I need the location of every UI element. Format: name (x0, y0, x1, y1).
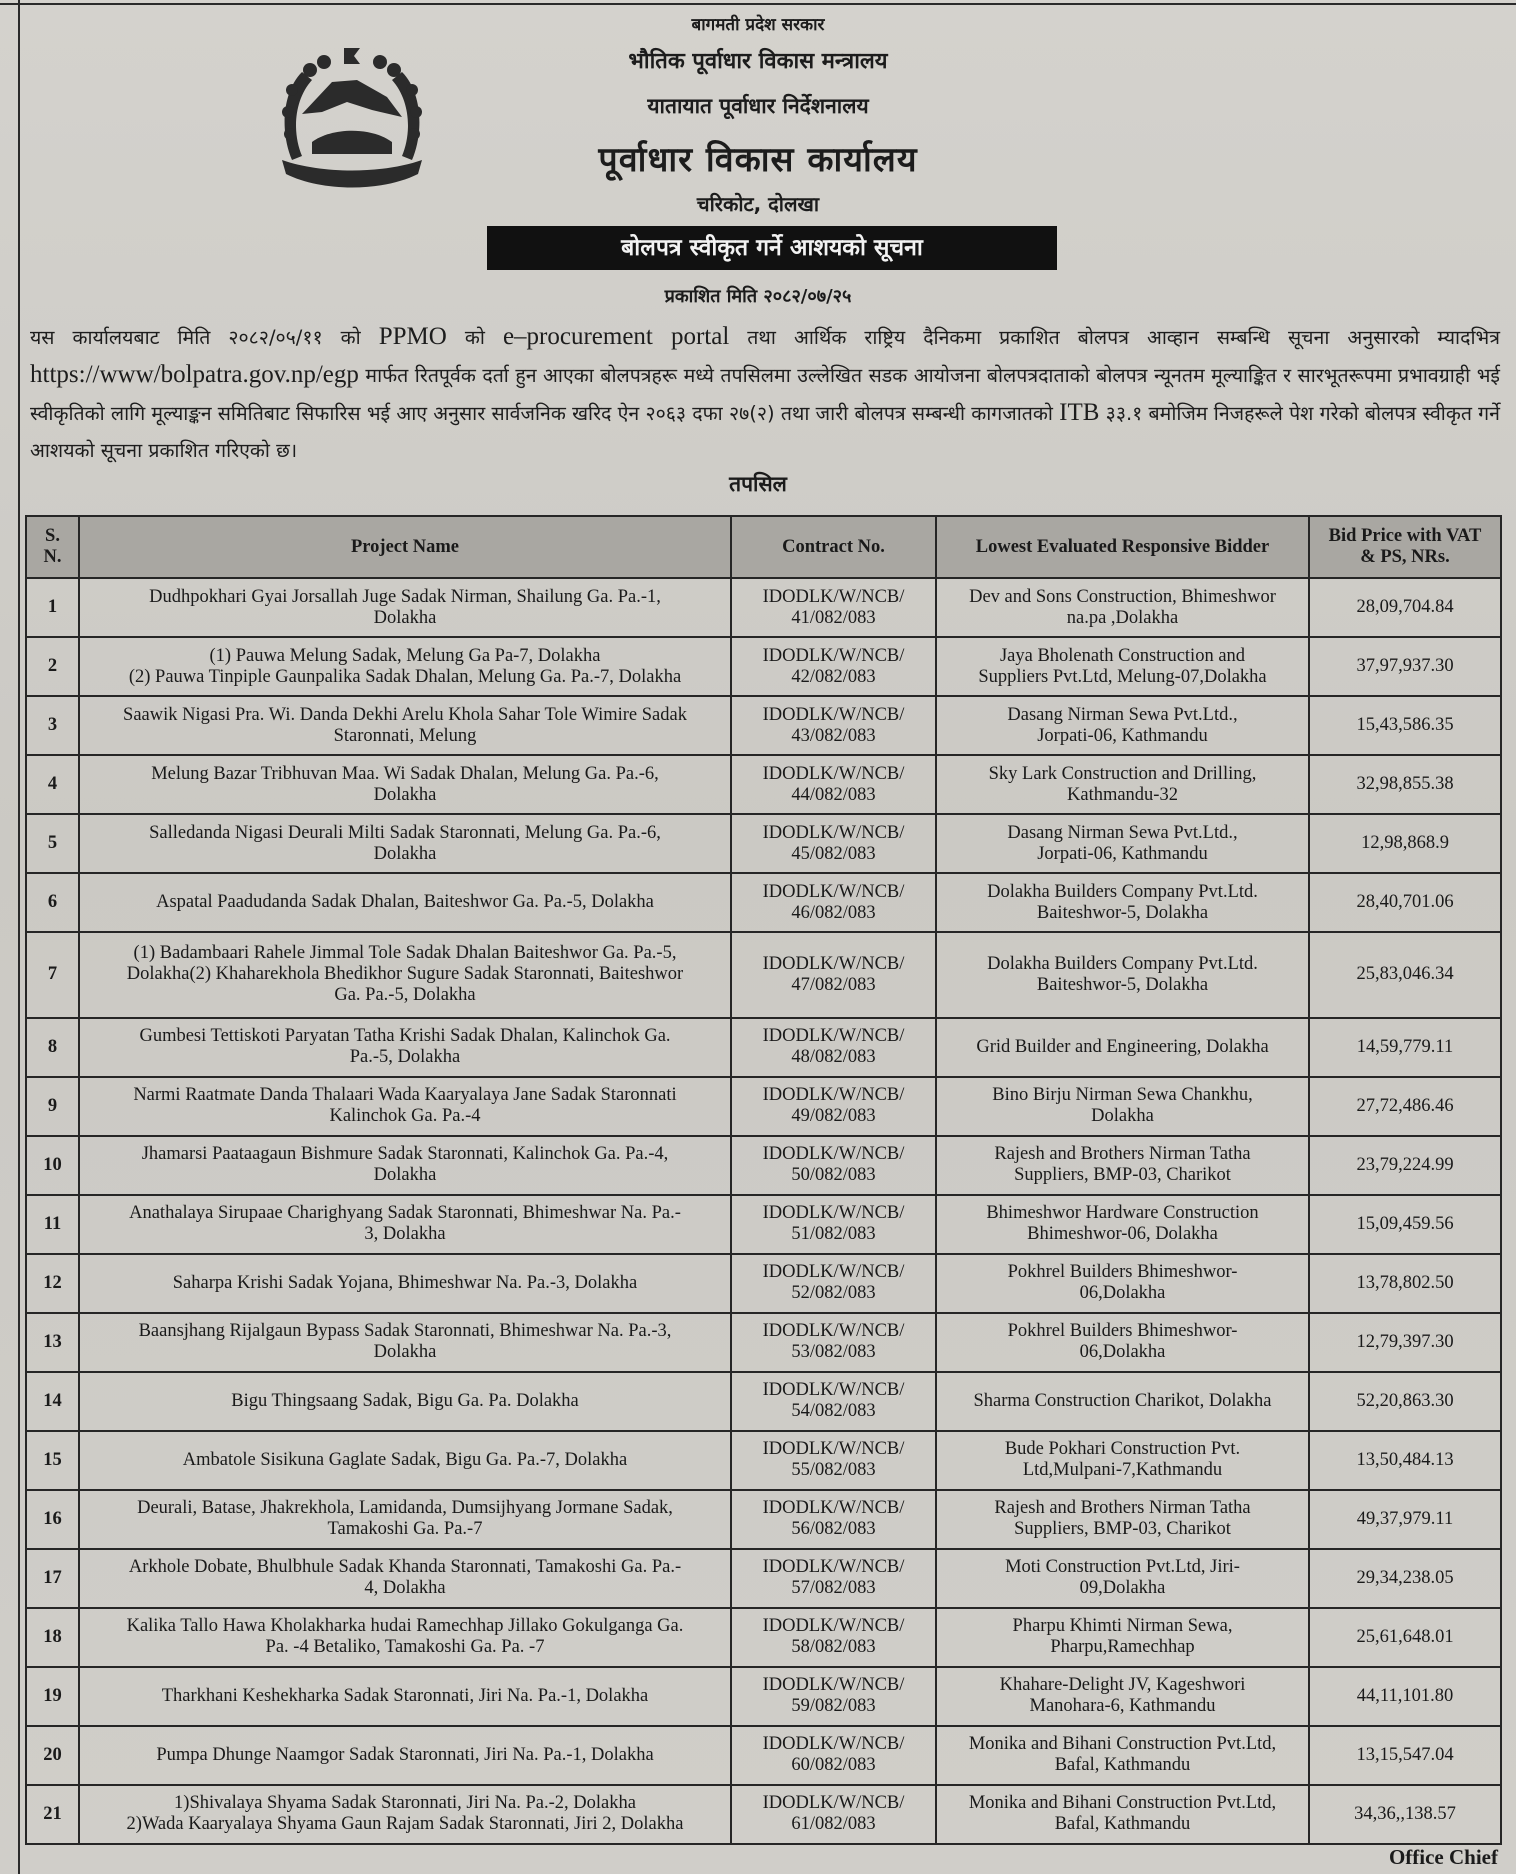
signature-office-chief: Office Chief (1388, 1845, 1498, 1869)
contract-number (731, 696, 936, 755)
bidder-name-line: Khahare-Delight JV, Kageshwori (999, 1675, 1246, 1696)
contract-number-line: IDODLK/W/NCB/ (762, 1734, 905, 1755)
project-name-line: Dolakha (373, 1165, 437, 1186)
project-name (79, 814, 731, 873)
bidder-name-line: Jaya Bholenath Construction and (999, 645, 1246, 666)
contract-number-line: 43/082/083 (791, 725, 876, 746)
project-name (79, 1313, 731, 1372)
bidder-name-line: Kathmandu-32 (1067, 784, 1178, 805)
project-name-line: Tamakoshi Ga. Pa.-7 (327, 1519, 483, 1540)
serial-number: 1 (26, 578, 79, 637)
col-header-project: Project Name (79, 516, 731, 578)
project-name-line: Dolakha (373, 607, 437, 628)
notice-paragraph (30, 318, 1500, 469)
bidder-name-line: Grid Builder and Engineering, Dolakha (976, 1036, 1269, 1057)
bidder-name (936, 1490, 1309, 1549)
bidder-name-line: Monika and Bihani Construction Pvt.Ltd, (968, 1734, 1277, 1755)
project-name-line: Saharpa Krishi Sadak Yojana, Bhimeshwar Na. Pa.-3, Dolakha (172, 1272, 638, 1293)
bidder-name-line: Bafal, Kathmandu (1054, 1814, 1191, 1835)
project-name-line: (2) Pauwa Tinpiple Gaunpalika Sadak Dhalan, Melung Ga. Pa.-7, Dolakha (128, 666, 682, 687)
bidder-name-line: Pokhrel Builders Bhimeshwor- (1007, 1262, 1238, 1283)
sn-header-line1: S. (45, 526, 60, 546)
bidder-name-line: Bhimeshwor-06, Dolakha (1027, 1224, 1218, 1245)
project-name-line: Ambatole Sisikuna Gaglate Sadak, Bigu Ga. Pa.-7, Dolakha (182, 1449, 628, 1470)
bidder-name-line: Ltd,Mulpani-7,Kathmandu (1022, 1460, 1223, 1481)
project-name (79, 932, 731, 1018)
project-name (79, 578, 731, 637)
project-name-line: Bigu Thingsaang Sadak, Bigu Ga. Pa. Dolakha (231, 1390, 579, 1411)
bidder-name-line: Suppliers, BMP-03, Charikot (1014, 1165, 1231, 1186)
bidder-name-line: Pharpu,Ramechhap (1050, 1637, 1195, 1658)
project-name (79, 1195, 731, 1254)
bidder-name-line: Dolakha (1091, 1106, 1154, 1127)
bid-price: 25,61,648.01 (1309, 1608, 1501, 1667)
schedule-heading: तपसिल (729, 472, 787, 496)
contract-number-line: IDODLK/W/NCB/ (762, 763, 905, 784)
bidder-name-line: Sharma Construction Charikot, Dolakha (973, 1390, 1272, 1411)
project-name-line: Melung Bazar Tribhuvan Maa. Wi Sadak Dhalan, Melung Ga. Pa.-6, (151, 763, 659, 784)
bidder-name-line: Sky Lark Construction and Drilling, (988, 763, 1257, 784)
col-header-bidder: Lowest Evaluated Responsive Bidder (936, 516, 1309, 578)
contract-number-line: 56/082/083 (791, 1519, 876, 1540)
bidder-name-line: Rajesh and Brothers Nirman Tatha (994, 1144, 1251, 1165)
bidder-name (936, 637, 1309, 696)
bidder-name-line: Rajesh and Brothers Nirman Tatha (994, 1498, 1251, 1519)
contract-number (731, 873, 936, 932)
serial-number: 20 (26, 1726, 79, 1785)
project-name (79, 1490, 731, 1549)
para-text-2: को (446, 326, 503, 349)
bid-price: 13,50,484.13 (1309, 1431, 1501, 1490)
sn-header-line2: N. (43, 547, 62, 567)
para-text-5: ३३.१ बमोजिम निजहरूले पेश गरेको बोलपत्र स्वीकृत गर्ने आशयको सूचना प्रकाशित गरिएको छ। (30, 402, 1500, 462)
project-name-line: Gumbesi Tettiskoti Paryatan Tatha Krishi Sadak Dhalan, Kalinchok Ga. (139, 1026, 671, 1047)
contract-number-line: IDODLK/W/NCB/ (762, 1498, 905, 1519)
contract-number-line: 50/082/083 (791, 1165, 876, 1186)
bid-price: 15,43,586.35 (1309, 696, 1501, 755)
para-text-3: तथा आर्थिक राष्ट्रिय दैनिकमा प्रकाशित बोलपत्र आव्हान सम्बन्धि सूचना अनुसारको म्यादभित्र (729, 326, 1500, 349)
table-row (26, 873, 1501, 932)
bidder-name-line: Bhimeshwor Hardware Construction (986, 1203, 1259, 1224)
project-name-line: Kalika Tallo Hawa Kholakharka hudai Ramechhap Jillako Gokulganga Ga. (126, 1616, 684, 1637)
serial-number: 10 (26, 1136, 79, 1195)
office-location: चरिकोट, दोलखा (696, 192, 820, 216)
table-row (26, 1254, 1501, 1313)
bidder-name-line: 06,Dolakha (1079, 1342, 1166, 1363)
bidder-name (936, 1667, 1309, 1726)
table-row (26, 814, 1501, 873)
bidder-name-line: Baiteshwor-5, Dolakha (1036, 902, 1209, 923)
project-name-line: Ga. Pa.-5, Dolakha (334, 985, 476, 1006)
bidder-name (936, 1785, 1309, 1844)
project-name-line: Saawik Nigasi Pra. Wi. Danda Dekhi Arelu Khola Sahar Tole Wimire Sadak (123, 704, 687, 725)
table-row (26, 637, 1501, 696)
contract-number-line: IDODLK/W/NCB/ (762, 1321, 905, 1342)
ministry-name: भौतिक पूर्वाधार विकास मन्त्रालय (628, 49, 888, 74)
bidder-name-line: Dev and Sons Construction, Bhimeshwor (969, 586, 1276, 607)
bidder-name (936, 1608, 1309, 1667)
serial-number: 3 (26, 696, 79, 755)
contract-number (731, 1726, 936, 1785)
bid-price: 15,09,459.56 (1309, 1195, 1501, 1254)
contract-number-line: IDODLK/W/NCB/ (762, 1675, 905, 1696)
bidder-name-line: Pharpu Khimti Nirman Sewa, (1012, 1616, 1233, 1637)
contract-number (731, 578, 936, 637)
contract-number (731, 1490, 936, 1549)
table-row (26, 755, 1501, 814)
bidder-name (936, 1195, 1309, 1254)
project-name (79, 1431, 731, 1490)
col-header-sn (26, 516, 79, 578)
bidder-name-line: Dolakha Builders Company Pvt.Ltd. (987, 881, 1258, 902)
bidder-name-line: Bino Birju Nirman Sewa Chankhu, (992, 1085, 1253, 1106)
contract-number (731, 1254, 936, 1313)
serial-number: 18 (26, 1608, 79, 1667)
contract-number-line: IDODLK/W/NCB/ (762, 1557, 905, 1578)
bid-price: 29,34,238.05 (1309, 1549, 1501, 1608)
project-name-line: Deurali, Batase, Jhakrekhola, Lamidanda, Dumsijhyang Jormane Sadak, (137, 1498, 673, 1519)
bidder-name-line: Jorpati-06, Kathmandu (1037, 843, 1208, 864)
contract-number-line: IDODLK/W/NCB/ (762, 1085, 905, 1106)
project-name-line: Arkhole Dobate, Bhulbhule Sadak Khanda Staronnati, Tamakoshi Ga. Pa.- (128, 1557, 682, 1578)
contract-number (731, 1372, 936, 1431)
project-name (79, 1726, 731, 1785)
bidder-name-line: Dasang Nirman Sewa Pvt.Ltd., (1007, 822, 1238, 843)
table-row (26, 578, 1501, 637)
bidder-name-line: Jorpati-06, Kathmandu (1037, 725, 1208, 746)
bid-price: 28,40,701.06 (1309, 873, 1501, 932)
contract-number-line: 46/082/083 (791, 902, 876, 923)
project-name (79, 1254, 731, 1313)
project-name-line: Dolakha (373, 784, 437, 805)
contract-number-line: 47/082/083 (791, 974, 876, 995)
table-row (26, 1549, 1501, 1608)
table-row (26, 1372, 1501, 1431)
bid-price: 34,36,,138.57 (1309, 1785, 1501, 1844)
table-row (26, 1726, 1501, 1785)
contract-number-line: 61/082/083 (791, 1814, 876, 1835)
bidder-name-line: Baiteshwor-5, Dolakha (1036, 974, 1209, 995)
serial-number: 4 (26, 755, 79, 814)
project-name (79, 755, 731, 814)
project-name-line: (1) Badambaari Rahele Jimmal Tole Sadak Dhalan Baiteshwor Ga. Pa.-5, (133, 943, 677, 964)
project-name (79, 637, 731, 696)
table-row (26, 1018, 1501, 1077)
bidder-name (936, 1136, 1309, 1195)
contract-number-line: 58/082/083 (791, 1637, 876, 1658)
table-row (26, 1077, 1501, 1136)
contract-number-line: IDODLK/W/NCB/ (762, 1793, 905, 1814)
project-name (79, 1077, 731, 1136)
serial-number: 5 (26, 814, 79, 873)
contract-number (731, 1549, 936, 1608)
col-header-contract: Contract No. (731, 516, 936, 578)
contract-number (731, 1195, 936, 1254)
contract-number (731, 1018, 936, 1077)
contract-number (731, 1667, 936, 1726)
table-row (26, 1785, 1501, 1844)
bidder-name (936, 755, 1309, 814)
project-name-line: Pumpa Dhunge Naamgor Sadak Staronnati, Jiri Na. Pa.-1, Dolakha (156, 1744, 654, 1765)
project-name-line: Dolakha (373, 843, 437, 864)
contract-number (731, 1785, 936, 1844)
bidder-name-line: Suppliers, BMP-03, Charikot (1014, 1519, 1231, 1540)
serial-number: 21 (26, 1785, 79, 1844)
bid-price: 12,79,397.30 (1309, 1313, 1501, 1372)
contract-number-line: 51/082/083 (791, 1224, 876, 1245)
bid-price: 52,20,863.30 (1309, 1372, 1501, 1431)
serial-number: 12 (26, 1254, 79, 1313)
project-name (79, 1549, 731, 1608)
contract-number-line: IDODLK/W/NCB/ (762, 645, 905, 666)
contract-number (731, 637, 936, 696)
bidder-name-line: Dolakha Builders Company Pvt.Ltd. (987, 953, 1258, 974)
bidder-name (936, 814, 1309, 873)
table-row (26, 1136, 1501, 1195)
table-row (26, 1490, 1501, 1549)
project-name-line: Baansjhang Rijalgaun Bypass Sadak Staronnati, Bhimeshwar Na. Pa.-3, (138, 1321, 672, 1342)
serial-number: 9 (26, 1077, 79, 1136)
contract-number-line: 44/082/083 (791, 784, 876, 805)
para-itb: ITB (1059, 399, 1100, 426)
contract-number-line: 53/082/083 (791, 1342, 876, 1363)
bidder-name-line: Bude Pokhari Construction Pvt. (1004, 1439, 1241, 1460)
table-row (26, 932, 1501, 1018)
para-url-link[interactable]: https://www/bolpatra.gov.np/egp (30, 361, 359, 388)
contract-number-line: IDODLK/W/NCB/ (762, 1262, 905, 1283)
project-name-line: Kalinchok Ga. Pa.-4 (329, 1106, 481, 1127)
project-name-line: Pa. -4 Betaliko, Tamakoshi Ga. Pa. -7 (265, 1637, 545, 1658)
bidder-name-line: Pokhrel Builders Bhimeshwor- (1007, 1321, 1238, 1342)
project-name (79, 1667, 731, 1726)
project-name-line: Dolakha (373, 1342, 437, 1363)
project-name-line: Aspatal Paadudanda Sadak Dhalan, Baiteshwor Ga. Pa.-5, Dolakha (156, 892, 654, 912)
office-name: पूर्वाधार विकास कार्यालय (598, 140, 918, 180)
project-name (79, 1785, 731, 1844)
frame-left-line (18, 0, 20, 1874)
table-row (26, 1431, 1501, 1490)
bidder-name-line: Manohara-6, Kathmandu (1029, 1696, 1216, 1717)
contract-number-line: 52/082/083 (791, 1283, 876, 1304)
bidder-name-line: 06,Dolakha (1079, 1283, 1166, 1304)
bid-price: 25,83,046.34 (1309, 932, 1501, 1018)
table-row (26, 1608, 1501, 1667)
table-row (26, 1667, 1501, 1726)
project-name (79, 1018, 731, 1077)
para-text-4: मार्फत रितपूर्वक दर्ता हुन आएका बोलपत्रहरू मध्ये तपसिलमा उल्लेखित सडक आयोजना बोलपत्रदाताको बोलपत्र न्यूनतम मूल्याङ्कित र सारभूतरूपमा प्रभावग्राही भई स्वीकृतिको लागि मूल्याङ्कन समितिबाट सिफारिस भई आए अनुसार सार्वजनिक खरिद ऐन २०६३ दफा २७(२) तथा जारी बोलपत्र सम्बन्धी कागजातको (30, 364, 1500, 425)
bidder-name (936, 1313, 1309, 1372)
bid-price: 13,15,547.04 (1309, 1726, 1501, 1785)
bid-price: 28,09,704.84 (1309, 578, 1501, 637)
contract-number-line: 48/082/083 (791, 1047, 876, 1068)
contract-number-line: IDODLK/W/NCB/ (762, 1439, 905, 1460)
table-header-row (26, 516, 1501, 578)
para-ppmo: PPMO (378, 323, 447, 350)
serial-number: 6 (26, 873, 79, 932)
contract-number (731, 1608, 936, 1667)
serial-number: 11 (26, 1195, 79, 1254)
contract-number-line: 60/082/083 (791, 1755, 876, 1776)
serial-number: 13 (26, 1313, 79, 1372)
project-name-line: Tharkhani Keshekharka Sadak Staronnati, Jiri Na. Pa.-1, Dolakha (161, 1685, 649, 1706)
bidder-name-line: Suppliers Pvt.Ltd, Melung-07,Dolakha (978, 666, 1267, 687)
para-text-1: यस कार्यालयबाट मिति २०८२/०५/११ को (30, 326, 379, 349)
serial-number: 8 (26, 1018, 79, 1077)
bid-price: 12,98,868.9 (1309, 814, 1501, 873)
bidder-name (936, 578, 1309, 637)
bidder-name (936, 1254, 1309, 1313)
serial-number: 19 (26, 1667, 79, 1726)
project-name-line: Narmi Raatmate Danda Thalaari Wada Kaaryalaya Jane Sadak Staronnati (133, 1085, 677, 1106)
project-name-line: Dolakha(2) Khaharekhola Bhedikhor Sugure Sadak Staronnati, Baiteshwor (126, 964, 684, 985)
bidder-name (936, 1726, 1309, 1785)
para-eprocurement: e–procurement portal (502, 323, 730, 350)
project-name-line: Pa.-5, Dolakha (349, 1047, 461, 1068)
government-name: बागमती प्रदेश सरकार (691, 15, 825, 35)
bidder-name (936, 1549, 1309, 1608)
project-name-line: Staronnati, Melung (333, 725, 477, 746)
bidder-name (936, 1372, 1309, 1431)
contract-number-line: 41/082/083 (791, 607, 876, 628)
notice-title: बोलपत्र स्वीकृत गर्ने आशयको सूचना (487, 226, 1057, 270)
contract-number (731, 1431, 936, 1490)
contract-number (731, 1313, 936, 1372)
table-body (26, 578, 1501, 1844)
frame-top-line (0, 3, 1516, 5)
contract-number (731, 1077, 936, 1136)
contract-number-line: 57/082/083 (791, 1578, 876, 1599)
bid-price: 14,59,779.11 (1309, 1018, 1501, 1077)
contract-number-line: IDODLK/W/NCB/ (762, 953, 905, 974)
bidder-name (936, 932, 1309, 1018)
bid-price: 27,72,486.46 (1309, 1077, 1501, 1136)
contract-number-line: IDODLK/W/NCB/ (762, 1144, 905, 1165)
contract-number-line: IDODLK/W/NCB/ (762, 1026, 905, 1047)
project-name-line: 1)Shivalaya Shyama Sadak Staronnati, Jiri Na. Pa.-2, Dolakha (174, 1793, 636, 1814)
bidder-name (936, 1431, 1309, 1490)
price-header-line2: & PS, NRs. (1360, 547, 1450, 567)
bidder-name (936, 1018, 1309, 1077)
bid-price: 44,11,101.80 (1309, 1667, 1501, 1726)
project-name (79, 1136, 731, 1195)
serial-number: 16 (26, 1490, 79, 1549)
project-name-line: Anathalaya Sirupaae Charighyang Sadak Staronnati, Bhimeshwar Na. Pa.- (129, 1203, 681, 1224)
bid-price: 23,79,224.99 (1309, 1136, 1501, 1195)
contract-number-line: IDODLK/W/NCB/ (762, 1616, 905, 1637)
contract-number-line: IDODLK/W/NCB/ (762, 1380, 905, 1401)
contract-number-line: IDODLK/W/NCB/ (762, 704, 905, 725)
table-row (26, 696, 1501, 755)
contract-number-line: 42/082/083 (791, 666, 876, 687)
contract-number-line: 45/082/083 (791, 843, 876, 864)
serial-number: 15 (26, 1431, 79, 1490)
contract-number (731, 1136, 936, 1195)
contract-number-line: 49/082/083 (791, 1106, 876, 1127)
bidder-name-line: Moti Construction Pvt.Ltd, Jiri- (1005, 1557, 1240, 1578)
bidder-name (936, 1077, 1309, 1136)
serial-number: 7 (26, 932, 79, 1018)
project-name-line: 2)Wada Kaaryalaya Shyama Gaun Rajam Sadak Staronnati, Jiri 2, Dolakha (126, 1814, 684, 1835)
bid-price: 37,97,937.30 (1309, 637, 1501, 696)
contract-number-line: IDODLK/W/NCB/ (762, 881, 905, 902)
project-name (79, 696, 731, 755)
serial-number: 17 (26, 1549, 79, 1608)
bidder-name (936, 696, 1309, 755)
serial-number: 14 (26, 1372, 79, 1431)
bid-table (25, 515, 1502, 1845)
contract-number-line: 59/082/083 (791, 1696, 876, 1717)
project-name-line: (1) Pauwa Melung Sadak, Melung Ga Pa-7, Dolakha (209, 645, 601, 666)
directorate-name: यातायात पूर्वाधार निर्देशनालय (647, 94, 869, 118)
contract-number-line: IDODLK/W/NCB/ (762, 586, 905, 607)
bidder-name-line: Monika and Bihani Construction Pvt.Ltd, (968, 1793, 1277, 1814)
serial-number: 2 (26, 637, 79, 696)
project-name-line: 4, Dolakha (364, 1578, 446, 1599)
bidder-name (936, 873, 1309, 932)
project-name (79, 1372, 731, 1431)
contract-number (731, 814, 936, 873)
project-name (79, 873, 731, 932)
project-name-line: 3, Dolakha (364, 1224, 446, 1245)
table-row (26, 1313, 1501, 1372)
bidder-name-line: Bafal, Kathmandu (1054, 1755, 1191, 1776)
bid-price: 13,78,802.50 (1309, 1254, 1501, 1313)
contract-number-line: 54/082/083 (791, 1401, 876, 1422)
contract-number (731, 932, 936, 1018)
bidder-name-line: 09,Dolakha (1079, 1578, 1166, 1599)
price-header-line1: Bid Price with VAT (1328, 526, 1482, 546)
bid-price: 49,37,979.11 (1309, 1490, 1501, 1549)
col-header-price (1309, 516, 1501, 578)
bidder-name-line: na.pa ,Dolakha (1066, 607, 1179, 628)
table-row (26, 1195, 1501, 1254)
contract-number (731, 755, 936, 814)
published-date: प्रकाशित मिति २०८२/०७/२५ (664, 286, 852, 307)
bid-price: 32,98,855.38 (1309, 755, 1501, 814)
project-name-line: Salledanda Nigasi Deurali Milti Sadak Staronnati, Melung Ga. Pa.-6, (149, 822, 661, 843)
contract-number-line: IDODLK/W/NCB/ (762, 822, 905, 843)
contract-number-line: 55/082/083 (791, 1460, 876, 1481)
contract-number-line: IDODLK/W/NCB/ (762, 1203, 905, 1224)
project-name (79, 1608, 731, 1667)
project-name-line: Dudhpokhari Gyai Jorsallah Juge Sadak Nirman, Shailung Ga. Pa.-1, (149, 586, 661, 607)
project-name-line: Jhamarsi Paataagaun Bishmure Sadak Staronnati, Kalinchok Ga. Pa.-4, (141, 1144, 669, 1165)
bidder-name-line: Dasang Nirman Sewa Pvt.Ltd., (1007, 704, 1238, 725)
